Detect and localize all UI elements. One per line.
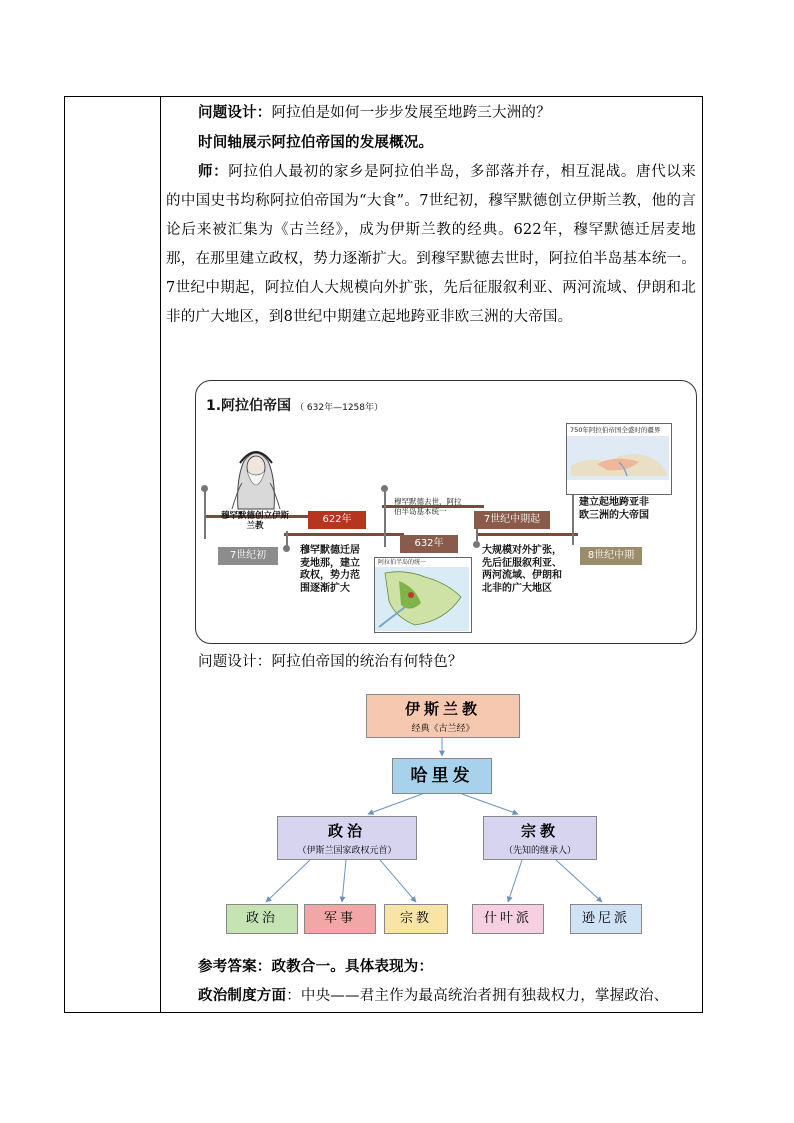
slide-title: [206, 395, 383, 415]
question-1-text: 阿拉伯是如何一步步发展至地跨三大洲的？: [271, 105, 551, 121]
teacher-text: 阿拉伯人最初的家乡是阿拉伯半岛，多部落并存，相互混战。唐代以来的中国史书均称阿拉伯帝国为“大食”。7世纪初，穆罕默德创立伊斯兰教，他的言论后来被汇集为《古兰经》，成为伊斯兰教的经典。622年，穆罕默德迁居麦地那，在那里建立政权，势力逐渐扩大。到穆罕默德去世时，阿拉伯半岛基本统一。7世纪中期起，阿拉伯人大规模向外扩张，先后征服叙利亚、两河流域、伊朗和北非的广大地区，到8世纪中期建立起地跨亚非欧三洲的大帝国。: [166, 164, 697, 325]
timeline-vertical-3: [384, 489, 386, 547]
empire-map-caption: 750年阿拉伯帝国全盛时的疆界: [570, 426, 661, 434]
question-2: [166, 648, 696, 677]
lesson-content-bottom: [166, 952, 696, 1011]
year-8th-century-mid: 8世纪中期: [580, 547, 642, 565]
year-7th-century-mid: 7世纪中期起: [474, 511, 550, 529]
node-caliph: [392, 758, 492, 794]
leaf-shia: 什叶派: [472, 904, 544, 934]
node-religion-title: 宗教: [520, 822, 559, 840]
timeline-segment-2: [284, 533, 404, 536]
governance-diagram: [200, 686, 660, 942]
slide-title-text: 1.阿拉伯帝国: [206, 398, 292, 414]
teacher-paragraph: [166, 157, 696, 332]
timeline-segment-4: [476, 533, 578, 536]
timeline-dot: [381, 485, 388, 492]
node-politics: [277, 816, 417, 860]
question-1-label: 问题设计：: [198, 104, 272, 121]
timeline-vertical-5: [572, 489, 574, 545]
question-2-label: 问题设计：: [198, 654, 272, 670]
node-islam: [366, 694, 520, 738]
arabia-map-icon: [375, 567, 469, 631]
event-text-4: 大规模对外扩张，先后征服叙利亚、两河流域、伊朗和北非的广大地区: [482, 545, 562, 594]
lesson-content: [166, 97, 696, 332]
teacher-label: 师：: [198, 163, 229, 180]
muhammad-portrait-icon: [218, 439, 294, 511]
leaf-military: 军事: [304, 904, 376, 934]
event-text-3: 穆罕默德去世，阿拉伯半岛基本统一: [394, 497, 462, 516]
slide-period: （ 632年—1258年）: [295, 403, 384, 413]
politics-text: ：中央——君主作为最高统治者拥有独裁权力，掌握政治、: [286, 988, 669, 1004]
timeline-dot: [283, 545, 290, 552]
leaf-politics: 政治: [226, 904, 298, 934]
event-text-2: 穆罕默德迁居麦地那，建立政权，势力范围逐渐扩大: [300, 545, 360, 594]
node-islam-sub: 经典《古兰经》: [411, 724, 475, 734]
year-622: 622年: [308, 511, 366, 529]
politics-label: 政治制度方面: [198, 987, 287, 1004]
politics-line: [166, 981, 696, 1011]
node-religion: [483, 816, 597, 860]
node-caliph-title: 哈里发: [410, 766, 474, 786]
node-islam-title: 伊斯兰教: [404, 700, 481, 718]
node-religion-sub: （先知的继承人）: [503, 846, 576, 856]
node-politics-sub: （伊斯兰国家政权元首）: [297, 846, 397, 856]
arabia-map: [374, 557, 472, 633]
timeline-dot: [201, 485, 208, 492]
year-7th-century-early: 7世纪初: [218, 547, 278, 565]
arabia-map-caption: 阿拉伯半岛的统一: [378, 559, 427, 566]
timeline-slide: [195, 380, 697, 644]
year-632: 632年: [400, 535, 458, 553]
leaf-sunni: 逊尼派: [570, 904, 642, 934]
lesson-content-lower: [166, 648, 696, 677]
node-politics-title: 政治: [327, 822, 366, 840]
table-column-divider: [160, 96, 161, 1012]
timeline-vertical-1: [204, 489, 206, 539]
empire-map-icon: [567, 436, 669, 480]
empire-map: [566, 423, 672, 495]
timeline-heading: 时间轴展示阿拉伯帝国的发展概况。: [198, 134, 434, 151]
question-2-text: 阿拉伯帝国的统治有何特色？: [271, 654, 463, 670]
event-text-5: 建立起地跨亚非欧三洲的大帝国: [579, 497, 649, 521]
timeline-dot: [473, 541, 480, 548]
question-1: [166, 98, 696, 128]
answer-line: 参考答案：政教合一。具体表现为：: [198, 958, 434, 975]
event-text-1: 穆罕默德创立伊斯兰教: [220, 511, 289, 531]
leaf-religion: 宗教: [384, 904, 448, 934]
